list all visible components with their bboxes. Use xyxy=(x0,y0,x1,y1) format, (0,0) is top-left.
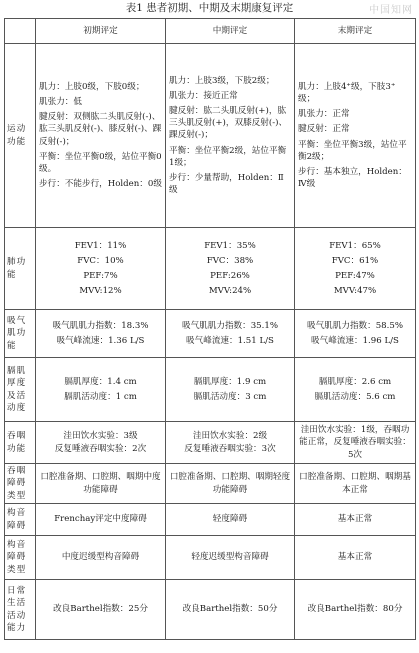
speech-mid: 轻度障碍 xyxy=(166,504,295,536)
lung-mid xyxy=(166,228,295,310)
table-row xyxy=(5,536,416,580)
watermark-logo: 中国知网 xyxy=(369,5,413,16)
lung-early xyxy=(36,228,166,310)
cell-line: 膈肌活动度：5.6 cm xyxy=(314,392,396,402)
row-label-insp: 吸气肌功能 xyxy=(5,310,36,358)
cell-line: FVC：38% xyxy=(206,255,254,266)
cell-line: FEV1：11% xyxy=(74,240,127,251)
diaph-early xyxy=(36,358,166,422)
table-row xyxy=(5,358,416,422)
insp-mid xyxy=(166,310,295,358)
table-row xyxy=(5,464,416,504)
speech-type-late: 基本正常 xyxy=(295,536,416,580)
row-label-speech: 构音障碍 xyxy=(5,504,36,536)
row-label-swallow-type: 吞咽障碍类型 xyxy=(5,464,36,504)
motor-early xyxy=(36,44,166,228)
cell-line: 肌力：上肢3级，下肢2级； xyxy=(169,75,275,86)
cell-line: 平衡：坐位平衡3级，站位平衡2级； xyxy=(298,139,407,162)
cell-line: 反复唾液吞咽实验：3次 xyxy=(184,443,276,454)
cell-line: 膈肌活动度：1 cm xyxy=(64,392,137,402)
speech-early: Frenchay评定中度障碍 xyxy=(36,504,166,536)
cell-line: MVV:12% xyxy=(79,286,122,297)
table-row xyxy=(5,228,416,310)
swallow-type-mid: 口腔准备期、口腔期、咽期轻度功能障碍 xyxy=(166,464,295,504)
cell-line: 平衡：坐位平衡2级，站位平衡1级； xyxy=(169,145,287,168)
cell-line: FEV1：35% xyxy=(204,240,256,251)
row-label-swallow: 吞咽功能 xyxy=(5,422,36,464)
swallow-early xyxy=(36,422,166,464)
cell-line: 肌张力：低 xyxy=(39,96,82,107)
cell-line: 步行：少量帮助，Holden：Ⅱ级 xyxy=(169,173,284,196)
swallow-late: 洼田饮水实验：1级，吞咽功能正常，反复唾液吞咽实验：5次 xyxy=(295,422,416,464)
swallow-mid xyxy=(166,422,295,464)
table-row xyxy=(5,44,416,228)
cell-line: FVC：10% xyxy=(77,255,124,266)
cell-line: 膈肌厚度：1.4 cm xyxy=(64,376,137,387)
header-row xyxy=(5,19,416,44)
rehab-assessment-table xyxy=(4,18,416,640)
cell-line: 吸气峰流速：1.51 L/S xyxy=(186,336,274,346)
swallow-type-late: 口腔准备期、口腔期、咽期基本正常 xyxy=(295,464,416,504)
cell-line: MVV:24% xyxy=(208,286,252,297)
header-late: 末期评定 xyxy=(295,19,416,44)
header-early: 初期评定 xyxy=(36,19,166,44)
motor-mid xyxy=(166,44,295,228)
speech-late: 基本正常 xyxy=(295,504,416,536)
cell-line: 吸气肌肌力指数：58.5% xyxy=(306,320,404,331)
cell-line: 肌张力：正常 xyxy=(298,109,350,120)
cell-line: 吸气肌肌力指数：35.1% xyxy=(181,320,279,331)
row-label-lung: 肺功能 xyxy=(5,228,36,310)
table-row xyxy=(5,422,416,464)
speech-type-mid: 轻度迟缓型构音障碍 xyxy=(166,536,295,580)
adl-late: 改良Barthel指数：80分 xyxy=(295,580,416,640)
row-label-speech-type: 构音障碍类型 xyxy=(5,536,36,580)
cell-line: FVC：61% xyxy=(331,255,379,266)
table-row xyxy=(5,310,416,358)
insp-early xyxy=(36,310,166,358)
row-label-motor: 运动功能 xyxy=(5,44,36,228)
cell-line: MVV:47% xyxy=(333,286,377,297)
cell-line: 平衡：坐位平衡0级，站位平衡0级。 xyxy=(39,151,162,174)
table-caption: 表1 患者初期、中期及末期康复评定 xyxy=(125,2,294,14)
lung-late xyxy=(295,228,416,310)
adl-early: 改良Barthel指数：25分 xyxy=(36,580,166,640)
diaph-late xyxy=(295,358,416,422)
cell-line: 膈肌活动度：3 cm xyxy=(193,392,267,402)
cell-line: PEF:26% xyxy=(210,271,250,281)
cell-line: 肌张力：接近正常 xyxy=(169,90,238,101)
cell-line: PEF:47% xyxy=(335,271,375,281)
cell-line: 膈肌厚度：1.9 cm xyxy=(193,376,267,387)
cell-line: 步行：不能步行，Holden：0级 xyxy=(39,179,162,190)
cell-line: 腱反射：肱二头肌反射(+)，肱三头肌反射(+)，双膝反射(-)、踝反射(-)； xyxy=(169,105,288,141)
cell-line: 反复唾液吞咽实验：2次 xyxy=(54,443,147,454)
cell-line: 吸气峰流速：1.36 L/S xyxy=(56,336,145,346)
cell-line: 吸气峰流速：1.96 L/S xyxy=(311,336,399,346)
cell-line: 肌力：上肢4⁺级，下肢3⁺级； xyxy=(298,81,396,104)
header-mid: 中期评定 xyxy=(166,19,295,44)
row-label-diaph: 膈肌厚度及活动度 xyxy=(5,358,36,422)
motor-late xyxy=(295,44,416,228)
table-row xyxy=(5,580,416,640)
adl-mid: 改良Barthel指数：50分 xyxy=(166,580,295,640)
cell-line: PEF:7% xyxy=(83,271,118,281)
swallow-type-early: 口腔准备期、口腔期、咽期中度功能障碍 xyxy=(36,464,166,504)
cell-line: 洼田饮水实验：2级 xyxy=(192,431,268,442)
cell-line: FEV1：65% xyxy=(329,240,381,251)
cell-line: 肌力：上肢0级，下肢0级； xyxy=(39,81,145,92)
insp-late xyxy=(295,310,416,358)
table-row xyxy=(5,504,416,536)
speech-type-early: 中度迟缓型构音障碍 xyxy=(36,536,166,580)
cell-line: 膈肌厚度：2.6 cm xyxy=(318,376,392,387)
cell-line: 腱反射：双侧肱二头肌反射(-)、肱三头肌反射(-)、膝反射(-)、踝反射(-)； xyxy=(39,112,162,147)
row-label-adl: 日常生活活动能力 xyxy=(5,580,36,640)
header-blank xyxy=(5,19,36,44)
cell-line: 步行：基本独立，Holden：Ⅳ级 xyxy=(298,166,407,190)
cell-line: 腱反射：正常 xyxy=(298,124,350,135)
cell-line: 吸气肌肌力指数：18.3% xyxy=(52,320,149,331)
diaph-mid xyxy=(166,358,295,422)
cell-line: 洼田饮水实验：3级 xyxy=(63,431,138,442)
